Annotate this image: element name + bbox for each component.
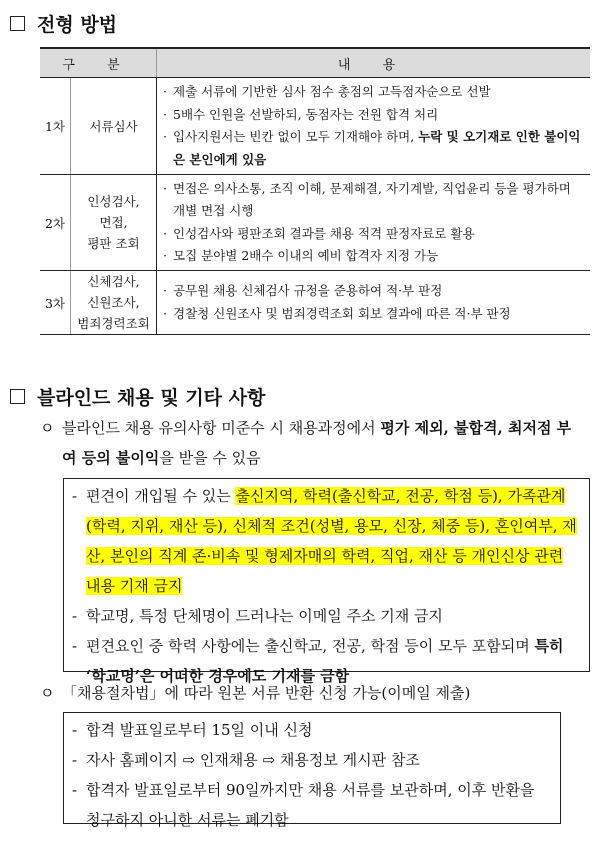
return-rules-box <box>63 712 561 829</box>
stage-name <box>71 271 157 335</box>
item-text: 공무원 채용 신체검사 규정을 준용하여 적·부 판정 <box>173 283 443 298</box>
stage-name-line: 신원조사, <box>87 295 140 310</box>
bullet: · <box>163 84 167 99</box>
section-title-blind <box>10 383 265 410</box>
stage-name: 서류심사 <box>71 78 157 175</box>
item-text: 경찰청 신원조사 및 범죄경력조회 회보 결과에 따른 적·부 판정 <box>173 305 511 321</box>
stage-number: 2차 <box>40 175 71 271</box>
item-text: 인성검사와 평판조회 결과를 채용 적격 판정자료로 활용 <box>173 225 475 241</box>
notice-text: 을 받을 수 있음 <box>159 449 261 467</box>
list-item <box>163 245 586 268</box>
rule-text: 편견이 개입될 수 있는 <box>86 487 236 505</box>
item-text: 모집 분야별 2배수 이내의 예비 합격자 지정 가능 <box>173 248 439 263</box>
stage-number: 1차 <box>40 78 71 175</box>
rule-text: 편견요인 중 학력 사항에는 출신학교, 전공, 학점 등이 모두 포함되며 <box>86 637 535 655</box>
bullet: · <box>163 248 167 263</box>
return-notice-text: 「채용절차법」에 따라 원본 서류 반환 신청 가능(이메일 제출) <box>62 684 471 702</box>
rule-text: 합격 발표일로부터 15일 이내 신청 <box>86 721 313 739</box>
header-content: 내 용 <box>157 48 591 78</box>
notice-text: 블라인드 채용 유의사항 미준수 시 채용과정에서 <box>62 419 381 437</box>
list-item <box>163 81 586 104</box>
bullet: · <box>163 305 167 321</box>
stage-name-line: 평판 조회 <box>87 236 140 251</box>
rule-text-bold: 특히 ‘학교명’은 어떠한 경우에도 기재를 금함 <box>86 637 564 685</box>
rule-text: 자사 홈페이지 ⇨ 인재채용 ⇨ 채용정보 게시판 참조 <box>86 751 420 769</box>
dash: - <box>72 637 78 655</box>
dash: - <box>72 607 78 625</box>
header-category: 구 분 <box>40 48 157 78</box>
list-item <box>163 178 586 223</box>
table-row <box>40 175 590 271</box>
blind-notice-text <box>62 413 580 473</box>
item-text: 면접은 의사소통, 조직 이해, 문제해결, 자기계발, 직업윤리 등을 평가하며 개별 면접 시행 <box>173 180 571 218</box>
section-title-selection <box>10 10 117 37</box>
list-item <box>72 745 552 775</box>
list-item <box>72 715 552 745</box>
item-text: 입사지원서는 빈칸 없이 모두 기재해야 하며, <box>173 129 419 144</box>
stage-content <box>157 78 591 175</box>
checkbox-square-icon <box>10 16 25 31</box>
list-item <box>163 126 586 171</box>
list-item <box>72 481 581 601</box>
notice-text-bold: 평가 제외, 불합격, 최저점 부여 등의 불이익 <box>62 419 572 467</box>
stage-name-line: 범죄경력조회 <box>77 316 150 331</box>
circle-bullet: ㅇ <box>40 684 55 702</box>
list-item <box>72 601 581 631</box>
return-notice <box>40 678 590 708</box>
blind-rules-box <box>63 478 590 685</box>
bullet: · <box>163 283 167 298</box>
bullet: · <box>163 106 167 122</box>
list-item <box>163 280 586 303</box>
rule-text: 학교명, 특정 단체명이 드러나는 이메일 주소 기재 금지 <box>86 607 443 625</box>
dash: - <box>72 781 78 799</box>
list-item <box>163 104 586 127</box>
stage-name-line: 면접, <box>99 215 128 230</box>
section-title-text: 블라인드 채용 및 기타 사항 <box>37 387 266 409</box>
stage-name <box>71 175 157 271</box>
table-row <box>40 271 590 335</box>
selection-method-table <box>40 47 590 335</box>
rule-text-highlight: 출신지역, 학력(출신학교, 전공, 학점 등), 가족관계(학력, 지위, 재산 등), 신체적 조건(성별, 용모, 신장, 체중 등), 혼인여부, 재산, 본인의 직계 존·비속 및 형제자매의 학력, 직업, 재산 등 개인신상 관련 내용 기재 금지 <box>86 487 577 595</box>
dash: - <box>72 487 78 505</box>
dash: - <box>72 721 78 739</box>
section-title-text: 전형 방법 <box>37 14 118 36</box>
list-item <box>72 775 552 835</box>
stage-name-line: 인성검사, <box>87 194 140 209</box>
table-header-row <box>40 48 590 78</box>
stage-name-line: 신체검사, <box>87 274 140 289</box>
stage-content <box>157 175 591 271</box>
bullet: · <box>163 180 167 196</box>
list-item <box>163 303 586 326</box>
rule-text: 합격자 발표일로부터 90일까지만 채용 서류를 보관하며, 이후 반환을 청구하지 아니한 서류는 폐기함 <box>86 781 535 829</box>
stage-content <box>157 271 591 335</box>
item-text: 5배수 인원을 선발하되, 동점자는 전원 합격 처리 <box>173 106 439 122</box>
item-text-bold: 누락 및 오기재로 인한 불이익은 본인에게 있음 <box>173 129 581 167</box>
item-text: 제출 서류에 기반한 심사 점수 총점의 고득점자순으로 선발 <box>173 84 491 99</box>
bullet: · <box>163 129 167 144</box>
stage-number: 3차 <box>40 271 71 335</box>
list-item <box>163 223 586 246</box>
table-row <box>40 78 590 175</box>
checkbox-square-icon <box>10 389 25 404</box>
dash: - <box>72 751 78 769</box>
circle-bullet: ㅇ <box>40 419 55 437</box>
blind-notice <box>40 413 580 473</box>
bullet: · <box>163 225 167 241</box>
